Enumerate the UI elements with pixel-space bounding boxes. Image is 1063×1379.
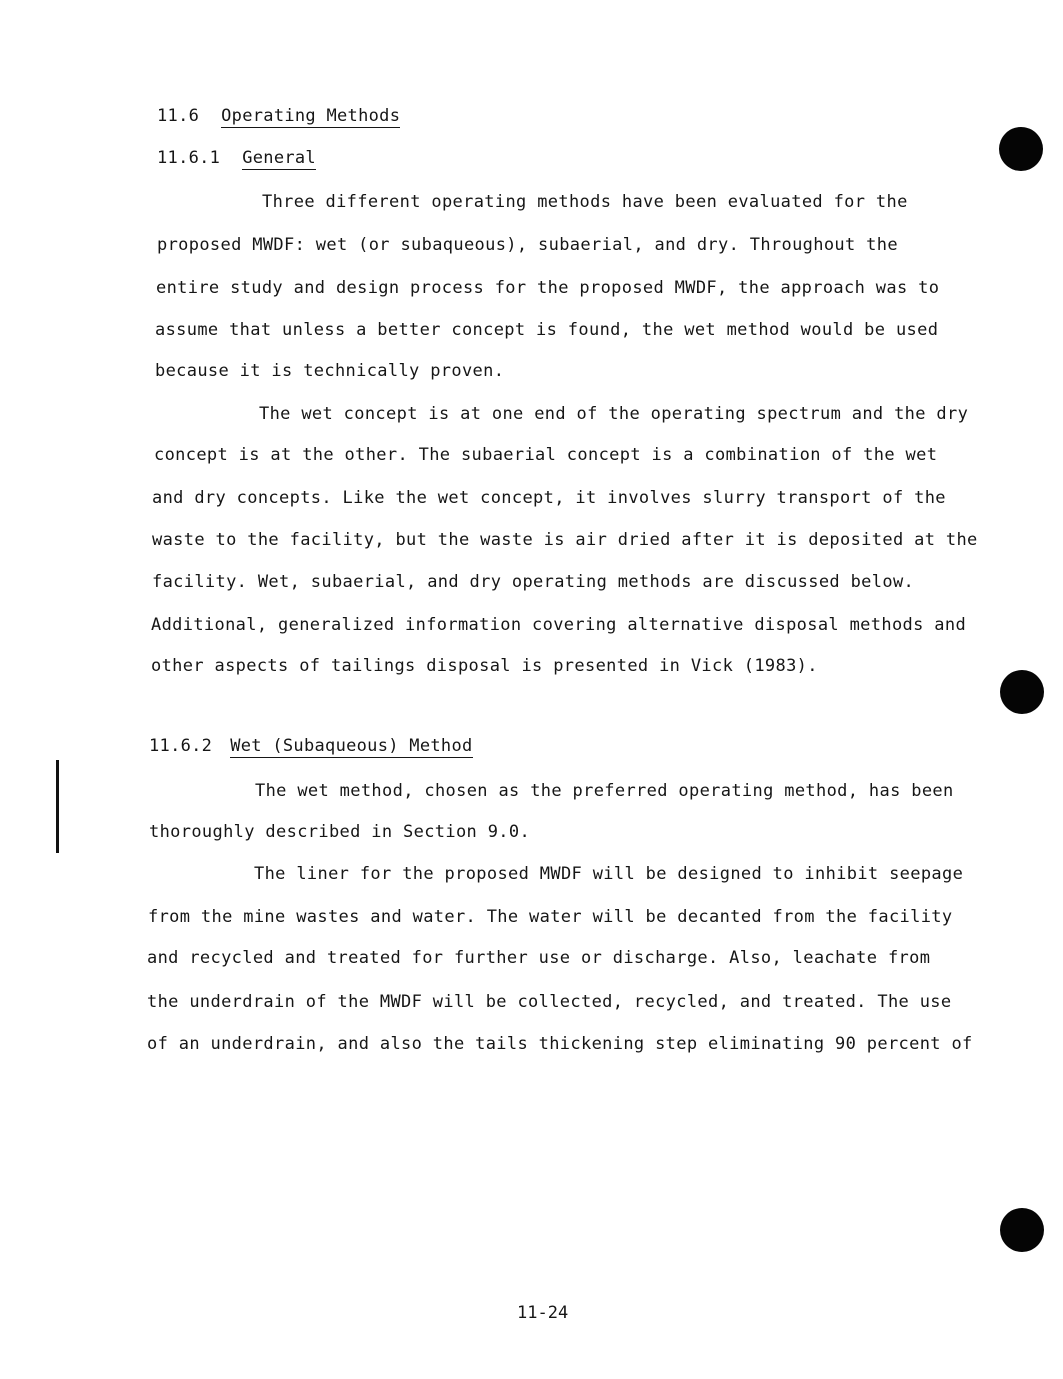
body-line: of an underdrain, and also the tails thickening step eliminating 90 percent of <box>147 1034 973 1054</box>
body-line: The wet concept is at one end of the operating spectrum and the dry <box>259 404 969 424</box>
punch-hole-bottom <box>1000 1208 1044 1252</box>
body-line: the underdrain of the MWDF will be collected, recycled, and treated. The use <box>147 992 952 1012</box>
body-line: entire study and design process for the proposed MWDF, the approach was to <box>156 278 940 298</box>
body-line: proposed MWDF: wet (or subaqueous), subaerial, and dry. Throughout the <box>157 235 898 255</box>
section-heading-11-6-1 <box>157 148 316 168</box>
body-line: thoroughly described in Section 9.0. <box>149 822 531 842</box>
section-number: 11.6.2 <box>149 736 213 756</box>
body-line: and recycled and treated for further use or discharge. Also, leachate from <box>147 948 931 968</box>
body-line: because it is technically proven. <box>155 361 505 381</box>
body-line: waste to the facility, but the waste is air dried after it is deposited at the <box>152 530 978 550</box>
body-line: facility. Wet, subaerial, and dry operating methods are discussed below. <box>152 572 915 592</box>
section-heading-11-6-2 <box>149 736 473 756</box>
section-number: 11.6.1 <box>157 148 221 168</box>
body-line: and dry concepts. Like the wet concept, it involves slurry transport of the <box>152 488 946 508</box>
revision-bar <box>56 760 59 853</box>
body-line: Three different operating methods have been evaluated for the <box>262 192 908 212</box>
punch-hole-middle <box>1000 670 1044 714</box>
punch-hole-top <box>999 127 1043 171</box>
body-line: The liner for the proposed MWDF will be designed to inhibit seepage <box>254 864 964 884</box>
section-heading-11-6 <box>157 106 400 126</box>
body-line: Additional, generalized information covering alternative disposal methods and <box>151 615 967 635</box>
section-title: General <box>242 148 316 168</box>
body-line: from the mine wastes and water. The water will be decanted from the facility <box>148 907 953 927</box>
page-number: 11-24 <box>517 1303 569 1323</box>
section-title: Operating Methods <box>221 106 401 126</box>
body-line: concept is at the other. The subaerial concept is a combination of the wet <box>154 445 938 465</box>
section-number: 11.6 <box>157 106 200 126</box>
body-line: assume that unless a better concept is found, the wet method would be used <box>155 320 939 340</box>
body-line: other aspects of tailings disposal is presented in Vick (1983). <box>151 656 818 676</box>
body-line: The wet method, chosen as the preferred operating method, has been <box>255 781 954 801</box>
section-title: Wet (Subaqueous) Method <box>230 736 473 756</box>
